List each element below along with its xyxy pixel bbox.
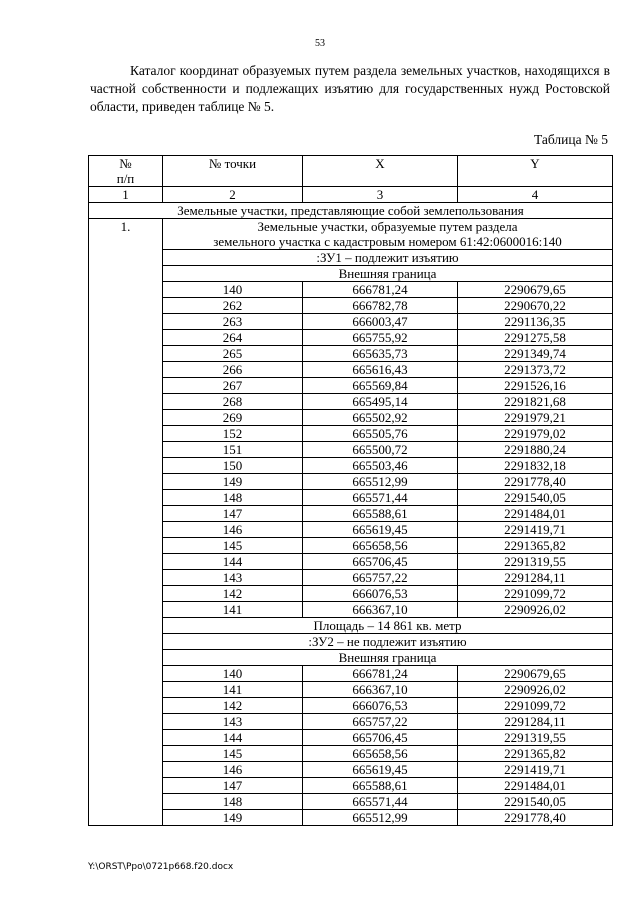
coord-x: 665588,61 <box>303 778 458 794</box>
coord-x: 665658,56 <box>303 538 458 554</box>
parcel-title-line1: Земельные участки, образуемые путем раздела <box>257 219 518 234</box>
coord-y: 2291136,35 <box>458 314 613 330</box>
zu1-title-row <box>89 250 613 266</box>
coord-x: 666367,10 <box>303 602 458 618</box>
coord-x: 665588,61 <box>303 506 458 522</box>
coord-x: 665495,14 <box>303 394 458 410</box>
coord-x: 665619,45 <box>303 762 458 778</box>
header-num <box>89 156 163 187</box>
coord-x: 666782,78 <box>303 298 458 314</box>
section-title-row <box>89 203 613 219</box>
coord-y: 2291284,11 <box>458 714 613 730</box>
zu2-boundary-row <box>89 650 613 666</box>
coord-y: 2291880,24 <box>458 442 613 458</box>
coord-x: 665500,72 <box>303 442 458 458</box>
point-number: 143 <box>163 570 303 586</box>
intro-paragraph: Каталог координат образуемых путем раздела земельных участков, находящихся в частной собственности и подлежащих изъятию для государственных нужд Ростовской области, приведен таблице № 5. <box>90 63 610 114</box>
coord-x: 665512,99 <box>303 474 458 490</box>
point-number: 148 <box>163 794 303 810</box>
coord-x: 665569,84 <box>303 378 458 394</box>
coord-y: 2291778,40 <box>458 474 613 490</box>
coord-y: 2291419,71 <box>458 522 613 538</box>
table-row <box>89 346 613 362</box>
zu2-boundary: Внешняя граница <box>163 650 613 666</box>
point-number: 144 <box>163 730 303 746</box>
table-row <box>89 778 613 794</box>
coord-x: 665635,73 <box>303 346 458 362</box>
zu1-area: Площадь – 14 861 кв. метр <box>163 618 613 634</box>
index-cell: 4 <box>458 187 613 203</box>
table-row <box>89 810 613 826</box>
point-number: 269 <box>163 410 303 426</box>
coord-x: 665706,45 <box>303 554 458 570</box>
coord-y: 2290926,02 <box>458 682 613 698</box>
point-number: 266 <box>163 362 303 378</box>
point-number: 267 <box>163 378 303 394</box>
point-number: 141 <box>163 602 303 618</box>
point-number: 149 <box>163 474 303 490</box>
coord-x: 665502,92 <box>303 410 458 426</box>
header-y: Y <box>458 156 613 187</box>
table-row <box>89 602 613 618</box>
table-row <box>89 410 613 426</box>
coord-y: 2291821,68 <box>458 394 613 410</box>
coordinates-table <box>88 155 613 826</box>
table-row <box>89 298 613 314</box>
coord-y: 2291099,72 <box>458 586 613 602</box>
coord-y: 2291832,18 <box>458 458 613 474</box>
table-row <box>89 442 613 458</box>
coord-x: 665706,45 <box>303 730 458 746</box>
coord-y: 2290679,65 <box>458 282 613 298</box>
coord-y: 2291778,40 <box>458 810 613 826</box>
table-row <box>89 490 613 506</box>
coord-x: 666781,24 <box>303 666 458 682</box>
coord-y: 2291979,02 <box>458 426 613 442</box>
coord-x: 665757,22 <box>303 714 458 730</box>
coord-y: 2291540,05 <box>458 794 613 810</box>
section-title: Земельные участки, представляющие собой землепользования <box>89 203 613 219</box>
coord-y: 2291979,21 <box>458 410 613 426</box>
header-row <box>89 156 613 187</box>
point-number: 149 <box>163 810 303 826</box>
zu1-title: :ЗУ1 – подлежит изъятию <box>163 250 613 266</box>
point-number: 152 <box>163 426 303 442</box>
coord-x: 665571,44 <box>303 490 458 506</box>
coord-y: 2290670,22 <box>458 298 613 314</box>
header-num-line1: № <box>119 156 132 171</box>
table-row <box>89 458 613 474</box>
table-row <box>89 378 613 394</box>
table-row <box>89 538 613 554</box>
parcel-title <box>163 219 613 250</box>
point-number: 148 <box>163 490 303 506</box>
coord-y: 2291540,05 <box>458 490 613 506</box>
point-number: 141 <box>163 682 303 698</box>
point-number: 143 <box>163 714 303 730</box>
table-row <box>89 746 613 762</box>
point-number: 144 <box>163 554 303 570</box>
row-number: 1. <box>89 219 163 826</box>
point-number: 151 <box>163 442 303 458</box>
coord-y: 2291365,82 <box>458 538 613 554</box>
table-row <box>89 762 613 778</box>
table-row <box>89 314 613 330</box>
header-num-line2: п/п <box>116 171 135 186</box>
point-number: 264 <box>163 330 303 346</box>
index-cell: 3 <box>303 187 458 203</box>
table-row <box>89 666 613 682</box>
point-number: 263 <box>163 314 303 330</box>
point-number: 265 <box>163 346 303 362</box>
table-row <box>89 586 613 602</box>
point-number: 262 <box>163 298 303 314</box>
coord-x: 666076,53 <box>303 586 458 602</box>
coord-y: 2291319,55 <box>458 730 613 746</box>
coord-y: 2290926,02 <box>458 602 613 618</box>
coord-x: 666076,53 <box>303 698 458 714</box>
parcel-title-line2: земельного участка с кадастровым номером 61:42:0600016:140 <box>213 234 562 249</box>
coord-y: 2290679,65 <box>458 666 613 682</box>
coord-y: 2291349,74 <box>458 346 613 362</box>
table-row <box>89 474 613 490</box>
coord-y: 2291419,71 <box>458 762 613 778</box>
zu1-boundary: Внешняя граница <box>163 266 613 282</box>
coord-x: 665571,44 <box>303 794 458 810</box>
coord-y: 2291526,16 <box>458 378 613 394</box>
table-row <box>89 282 613 298</box>
header-point: № точки <box>163 156 303 187</box>
index-cell: 1 <box>89 187 163 203</box>
table-row <box>89 362 613 378</box>
point-number: 140 <box>163 666 303 682</box>
coord-x: 665505,76 <box>303 426 458 442</box>
coord-x: 665658,56 <box>303 746 458 762</box>
coord-x: 665512,99 <box>303 810 458 826</box>
table-row <box>89 570 613 586</box>
coord-x: 666003,47 <box>303 314 458 330</box>
index-cell: 2 <box>163 187 303 203</box>
point-number: 147 <box>163 506 303 522</box>
table-row <box>89 506 613 522</box>
point-number: 146 <box>163 762 303 778</box>
zu1-area-row <box>89 618 613 634</box>
file-path-footer: Y:\ORST\Ppo\0721p668.f20.docx <box>88 862 234 872</box>
coord-x: 665503,46 <box>303 458 458 474</box>
coord-y: 2291275,58 <box>458 330 613 346</box>
zu2-title: :ЗУ2 – не подлежит изъятию <box>163 634 613 650</box>
table-row <box>89 794 613 810</box>
point-number: 145 <box>163 538 303 554</box>
coord-x: 665757,22 <box>303 570 458 586</box>
coord-y: 2291319,55 <box>458 554 613 570</box>
parcel-title-row <box>89 219 613 250</box>
coord-x: 666367,10 <box>303 682 458 698</box>
point-number: 145 <box>163 746 303 762</box>
index-row <box>89 187 613 203</box>
coord-x: 665619,45 <box>303 522 458 538</box>
coord-y: 2291365,82 <box>458 746 613 762</box>
coord-y: 2291284,11 <box>458 570 613 586</box>
point-number: 268 <box>163 394 303 410</box>
point-number: 146 <box>163 522 303 538</box>
point-number: 142 <box>163 586 303 602</box>
coord-y: 2291099,72 <box>458 698 613 714</box>
point-number: 147 <box>163 778 303 794</box>
coord-y: 2291484,01 <box>458 778 613 794</box>
table-row <box>89 730 613 746</box>
table-caption: Таблица № 5 <box>534 132 608 147</box>
point-number: 150 <box>163 458 303 474</box>
coord-y: 2291373,72 <box>458 362 613 378</box>
table-row <box>89 554 613 570</box>
coord-x: 665616,43 <box>303 362 458 378</box>
table-row <box>89 394 613 410</box>
coord-y: 2291484,01 <box>458 506 613 522</box>
table-row <box>89 682 613 698</box>
coord-x: 666781,24 <box>303 282 458 298</box>
table-row <box>89 330 613 346</box>
table-row <box>89 714 613 730</box>
table-row <box>89 426 613 442</box>
page-number: 53 <box>315 38 325 49</box>
point-number: 142 <box>163 698 303 714</box>
point-number: 140 <box>163 282 303 298</box>
header-x: X <box>303 156 458 187</box>
coord-x: 665755,92 <box>303 330 458 346</box>
table-row <box>89 698 613 714</box>
table-row <box>89 522 613 538</box>
zu2-title-row <box>89 634 613 650</box>
zu1-boundary-row <box>89 266 613 282</box>
